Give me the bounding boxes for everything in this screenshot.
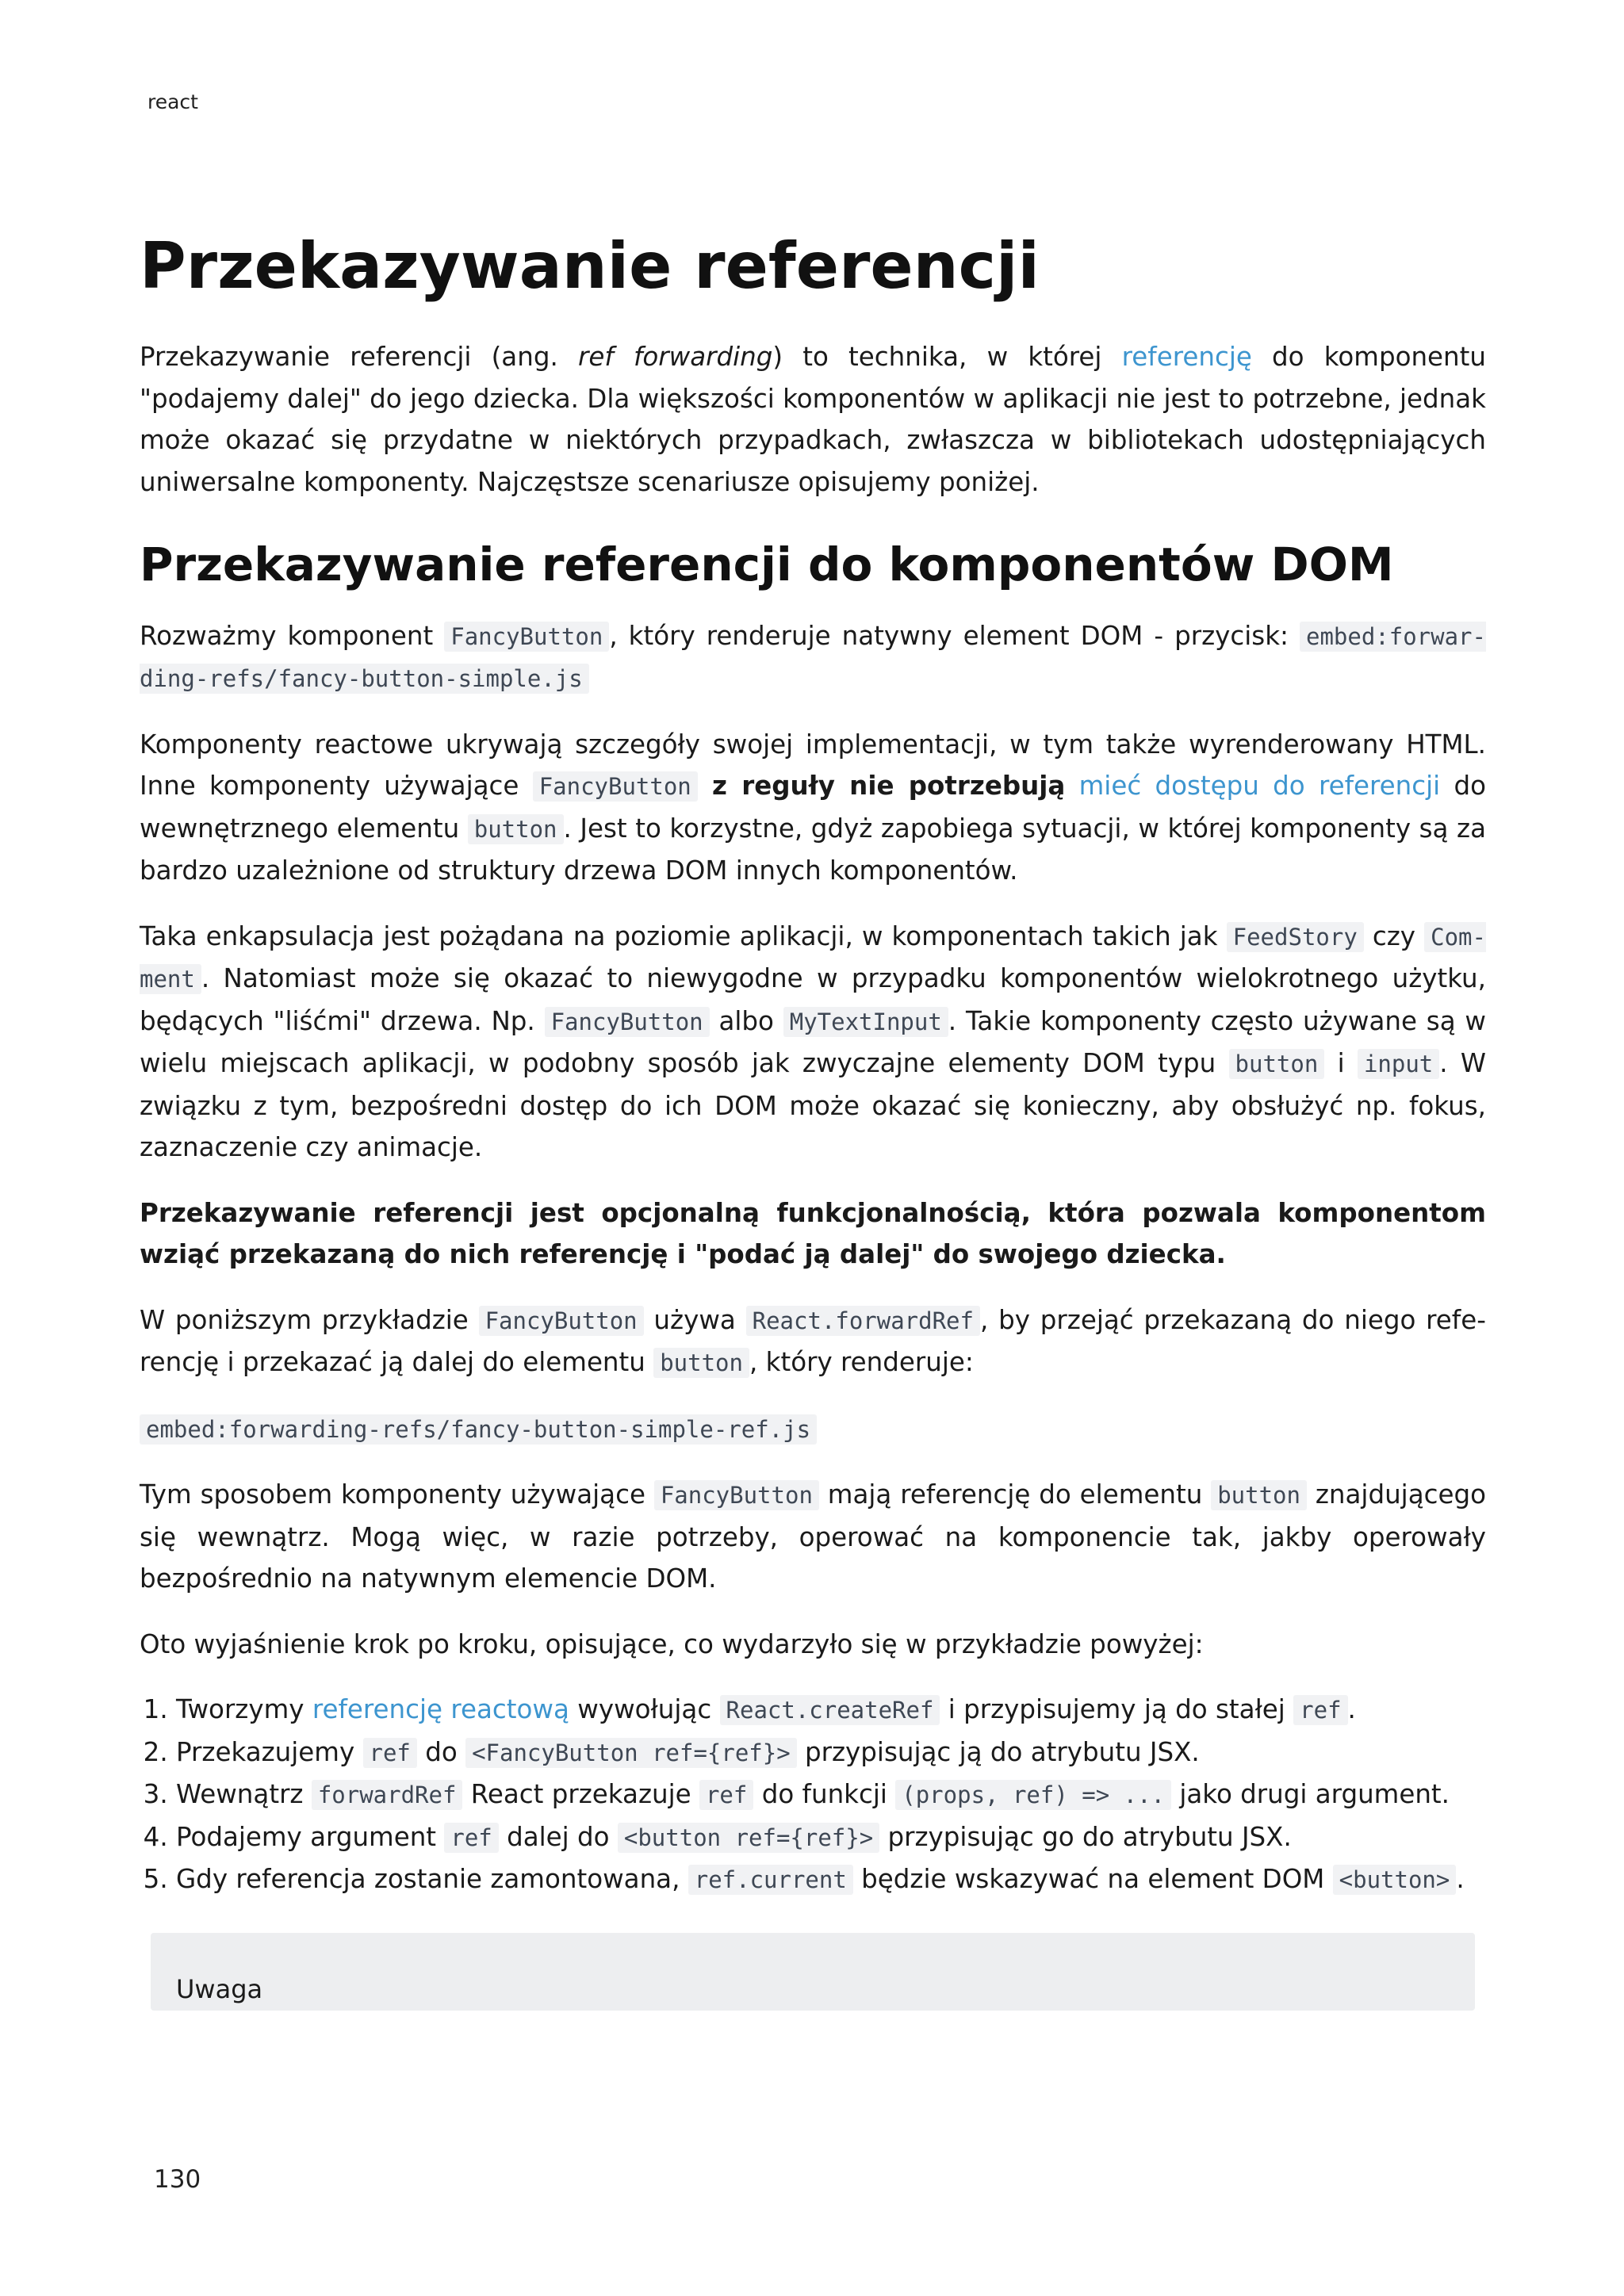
code-createref: React.createRef [720, 1695, 940, 1725]
paragraph-embed-ref [140, 1408, 1486, 1451]
step2-text-3: przypisując ją do atrybutu JSX. [796, 1736, 1200, 1767]
react-ref-link[interactable]: referencję reactową [312, 1694, 569, 1725]
list-item [176, 1858, 1486, 1901]
bold-phrase: z reguły nie potrzebują [697, 771, 1066, 802]
p3-text-4: albo [709, 1005, 783, 1036]
intro-term: ref forwarding [577, 342, 773, 372]
step2-text-2: do [416, 1736, 466, 1767]
intro-paragraph [140, 336, 1486, 503]
code-button-jsx: <button ref={ref}> [618, 1823, 879, 1853]
step4-text-3: przypisując go do atrybutu JSX. [879, 1821, 1292, 1852]
paragraph-example [140, 1299, 1486, 1384]
code-fancybutton: FancyButton [654, 1480, 819, 1510]
p3-text-6: i [1324, 1048, 1358, 1079]
p5-text-3: , by przejąć przekazaną do niego referencję i przekazać ją dalej do elementu [140, 1304, 1486, 1378]
code-ref: ref [699, 1780, 753, 1810]
step4-text-1: Podajemy argument [176, 1821, 445, 1852]
p1-text-2: , który renderuje natywny element DOM - przycisk: [609, 620, 1300, 651]
p3-text-2: czy [1363, 920, 1425, 951]
p2-text-2: do wewnętrznego elementu [140, 771, 1486, 844]
p2-text-3: . Jest to korzystne, gdyż zapobiega sytuacji, w której komponenty są za bardzo uzależnione od struktury drzewa DOM innych komponentów. [140, 813, 1486, 886]
document-body [140, 230, 1486, 2011]
p5-text-2: używa [643, 1304, 746, 1335]
code-fancybutton: FancyButton [545, 1007, 710, 1037]
code-props-ref: (props, ref) => ... [895, 1780, 1171, 1810]
step4-text-2: dalej do [498, 1821, 618, 1852]
code-fancybutton-jsx: <FancyButton ref={ref}> [465, 1738, 797, 1768]
refs-access-link[interactable]: mieć dostępu do referencji [1065, 771, 1441, 802]
code-fancybutton: FancyButton [479, 1306, 644, 1336]
code-fancybutton: FancyButton [533, 771, 698, 802]
step5-text-3: . [1456, 1864, 1465, 1895]
step1-text-1: Tworzymy [176, 1694, 312, 1725]
code-ref-current: ref.current [688, 1865, 853, 1895]
code-comment: Comment [140, 923, 1486, 993]
paragraph-encapsulation [140, 724, 1486, 892]
running-header: react [147, 90, 198, 113]
code-feedstory: FeedStory [1227, 922, 1364, 952]
code-mytextinput: MyTextInput [783, 1007, 948, 1037]
code-forwardref: React.forwardRef [746, 1306, 980, 1336]
note-title: Uwaga [176, 1973, 263, 2004]
page-number: 130 [154, 2165, 201, 2194]
paragraph-steps-intro: Oto wyjaśnienie krok po kroku, opisujące, co wydarzyło się w przykładzie powyżej: [140, 1628, 1204, 1659]
list-item [176, 1732, 1486, 1774]
p3-text-1: Taka enkapsulacja jest pożądana na poziomie aplikacji, w komponentach takich jak [140, 920, 1227, 951]
intro-text-2: ) to technika, w której [772, 342, 1122, 372]
intro-text-3: do komponentu "podajemy dalej" do jego dziecka. Dla większości komponentów w aplikacji nie jest to potrzebne, jednak może okazać się przydatne w niektórych przypadkach, zwłaszcza w bibliotekach udostępniających uniwersalne komponenty. Najczęstsze scenariusze opisujemy poniżej. [140, 342, 1486, 497]
code-button-tag: <button> [1333, 1865, 1457, 1895]
step5-text-1: Gdy referencja zostanie zamontowana, [176, 1864, 688, 1895]
step5-text-2: będzie wskazywać na element DOM [852, 1864, 1333, 1895]
section-heading: Przekazywanie referencji do komponentów DOM [140, 538, 1394, 591]
code-fancybutton: FancyButton [444, 622, 609, 652]
p3-text-3: . Natomiast może się okazać to niewygodne w przypadku komponentów wielokrotnego użytku, będących "liśćmi" drzewa. Np. [140, 963, 1486, 1036]
p7-text-1: Tym sposobem komponenty używające [140, 1479, 654, 1510]
p2-text-1: Komponenty reactowe ukrywają szczegóły swojej implementacji, w tym także wyrenderowany HTML. Inne komponenty używające [140, 729, 1486, 802]
bold-definition: Przekazywanie referencji jest opcjonalną funkcjonalnością, która pozwala komponentom wziąć przekazaną do nich referencję i "podać ją dalej" do swojego dziecka. [140, 1197, 1486, 1270]
p5-text-4: , który renderuje: [749, 1347, 974, 1378]
step3-text-2: React przekazuje [462, 1779, 699, 1810]
paragraph-fancybutton [140, 615, 1486, 700]
step3-text-1: Wewnątrz [176, 1779, 312, 1810]
code-button: button [468, 814, 564, 844]
p3-text-5: . Takie komponenty często używane są w wielu miejscach aplikacji, w podobny sposób jak zwyczajne elementy DOM typu [140, 1005, 1487, 1079]
p7-text-3: znajdującego się wewnątrz. Mogą więc, w razie potrzeby, operować na komponencie tak, jakby operowały bezpośrednio na natywnym elemencie DOM. [140, 1479, 1486, 1594]
step1-text-2: wywołując [569, 1694, 720, 1725]
step2-text-1: Przekazujemy [176, 1736, 363, 1767]
p3-text-7: . W związku z tym, bezpośredni dostęp do ich DOM może okazać się konieczny, aby obsłużyć np. fokus, zaznaczenie czy animacje. [140, 1048, 1487, 1163]
code-input: input [1358, 1049, 1439, 1079]
code-button: button [653, 1348, 749, 1378]
code-ref: ref [444, 1823, 498, 1853]
p7-text-2: mają referencję do elementu [818, 1479, 1212, 1510]
step1-text-4: . [1347, 1694, 1356, 1725]
p1-text-1: Rozważmy komponent [140, 620, 445, 651]
step3-text-4: jako drugi argument. [1171, 1779, 1450, 1810]
list-item [176, 1774, 1486, 1816]
code-ref: ref [363, 1738, 417, 1768]
steps-list [140, 1689, 1486, 1901]
list-item [176, 1816, 1486, 1859]
code-embed-simple: embed:forwarding-refs/fancy-button-simple.js [140, 622, 1486, 693]
refs-link[interactable]: referencję [1121, 342, 1252, 372]
code-ref: ref [1293, 1695, 1347, 1725]
code-button: button [1229, 1049, 1325, 1079]
list-item [176, 1689, 1486, 1732]
step1-text-3: i przypisujemy ją do stałej [940, 1694, 1294, 1725]
page-title: Przekazywanie referencji [140, 229, 1040, 303]
paragraph-leaf-components [140, 916, 1486, 1169]
code-forwardref-fn: forwardRef [312, 1780, 463, 1810]
step3-text-3: do funkcji [753, 1779, 896, 1810]
intro-text-1: Przekazywanie referencji (ang. [140, 342, 578, 372]
paragraph-result [140, 1474, 1486, 1600]
code-button: button [1211, 1480, 1307, 1510]
p5-text-1: W poniższym przykładzie [140, 1304, 479, 1335]
code-embed-ref: embed:forwarding-refs/fancy-button-simple-ref.js [140, 1414, 817, 1445]
note-box [151, 1933, 1475, 2011]
